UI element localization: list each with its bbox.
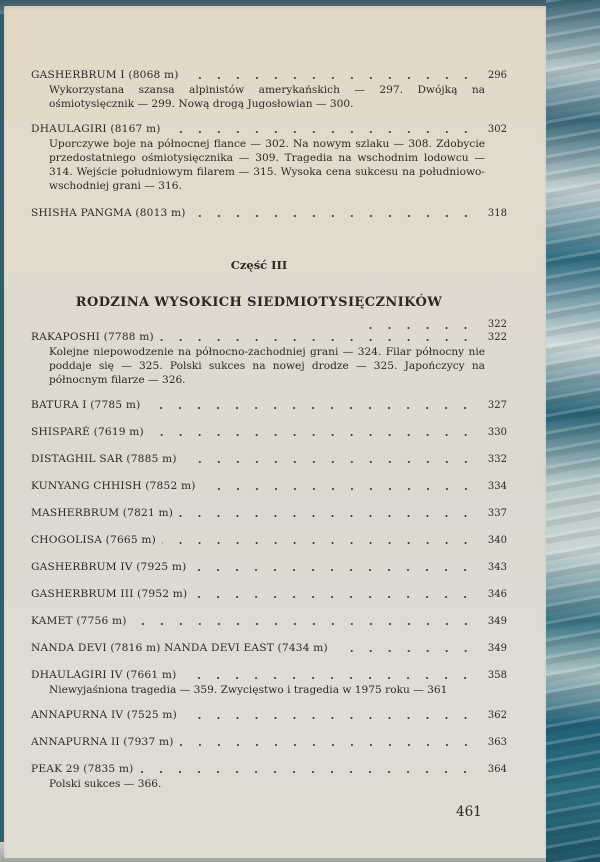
toc-entry-page: 363 [487,737,507,748]
section-page: 322 [487,319,507,330]
toc-entry-description: Polski sukces — 366. [49,777,162,790]
dot-leader [183,461,475,463]
toc-entry [31,587,507,602]
dot-leader [150,434,475,436]
toc-entry-page: 343 [487,562,507,573]
toc-entry-page: 337 [487,508,507,519]
dot-leader [162,542,475,544]
toc-entry [31,641,507,656]
toc-entry-heading [31,533,507,548]
toc-entry-page: 334 [487,481,507,492]
toc-entry-title: DHAULAGIRI (8167 m) [31,123,161,135]
toc-entry-page: 340 [487,535,507,546]
dot-leader [334,650,475,652]
toc-entry-heading [31,708,507,723]
toc-entry-page: 364 [487,764,507,775]
toc-entry [31,506,507,521]
toc-entry-title: PEAK 29 (7835 m) [31,763,134,775]
toc-entry-title: MASHERBRUM (7821 m) [31,507,174,519]
toc-entry-description: Kolejne niepowodzenie na północno-zachodniej grani — 324. Filar północny nie poddaje się — 325. Polski sukces na nowej drodze — 325. Japończycy na północnym filarze — 326. [49,345,485,387]
dot-leader [202,488,475,490]
section-heading: RODZINA WYSOKICH SIEDMIOTYSIĘCZNIKÓW [75,295,443,310]
toc-entry-page: 322 [487,332,507,343]
toc-entry-description: Uporczywe boje na północnej flance — 302. Na nowym szlaku — 308. Zdobycie przedostatniego ośmiotysięcznika — 309. Tragedia na wschodnim lodowcu — 314. Wejście południowym filarem — 315. Wysoka cena sukcesu na południowo-wschodniej grani — 316. [49,137,485,193]
toc-entry-heading [31,735,507,750]
book-cover-spine-image [546,0,600,862]
dot-leader [182,677,475,679]
toc-entry-heading [31,398,507,413]
toc-entry-description: Wykorzystana szansa alpinistów amerykańskich — 297. Dwójką na ośmiotysięcznik — 299. Nową drogą Jugosłowian — 300. [49,83,485,110]
dot-leader [139,771,475,773]
dot-leader [367,327,475,329]
toc-entry [31,398,507,413]
toc-entry-heading [31,479,507,494]
toc-entry-title: DISTAGHIL SAR (7885 m) [31,453,177,465]
toc-entry-title: SHISPARÉ (7619 m) [31,426,144,438]
dot-leader [185,77,475,79]
toc-entry-heading [31,452,507,467]
dot-leader [179,515,475,517]
toc-entry-title: BATURA I (7785 m) [31,399,141,411]
toc-entry [31,452,507,467]
toc-entry [31,708,507,723]
toc-entry-title: DHAULAGIRI IV (7661 m) [31,669,177,681]
toc-entry [31,762,507,791]
toc-entry-title: RAKAPOSHI (7788 m) [31,331,154,343]
toc-entry [31,68,507,111]
dot-leader [192,569,475,571]
toc-entry-heading [31,668,507,683]
toc-entry-heading [31,560,507,575]
dot-leader [146,407,475,409]
toc-entry-heading [31,425,507,440]
toc-entry-page: 362 [487,710,507,721]
toc-entry-heading [31,587,507,602]
toc-entry [31,206,507,221]
toc-entry [31,122,507,194]
toc-entry-title: GASHERBRUM IV (7925 m) [31,561,187,573]
toc-entry [31,330,507,387]
dot-leader [133,623,475,625]
toc-entry-heading [31,641,507,656]
toc-entry-heading [31,122,507,137]
toc-entry-page: 302 [487,124,507,135]
toc-entry-heading [31,614,507,629]
toc-entry-page: 349 [487,643,507,654]
book-page [4,6,546,858]
toc-entry-title: GASHERBRUM III (7952 m) [31,588,188,600]
dot-leader [183,717,475,719]
toc-entry-title: KAMET (7756 m) [31,615,127,627]
toc-entry-heading [31,506,507,521]
toc-entry [31,668,507,697]
toc-entry-page: 346 [487,589,507,600]
dot-leader [167,131,475,133]
toc-entry [31,479,507,494]
toc-entry-description: Niewyjaśniona tragedia — 359. Zwycięstwo i tragedia w 1975 roku — 361 [49,683,448,696]
dot-leader [180,744,475,746]
page-number: 461 [456,804,482,820]
toc-entry-heading [31,330,507,345]
part-heading: Część III [230,258,288,272]
toc-entry-title: ANNAPURNA IV (7525 m) [31,709,178,721]
toc-entry-title: CHOGOLISA (7665 m) [31,534,156,546]
toc-entry [31,735,507,750]
toc-entry-heading [31,762,507,777]
toc-entry-title: SHISHA PANGMA (8013 m) [31,207,186,219]
toc-entry-heading [31,68,507,83]
toc-entry-page: 330 [487,427,507,438]
toc-entry-heading [31,206,507,221]
toc-entry-page: 349 [487,616,507,627]
dot-leader [193,596,475,598]
toc-entry-title: GASHERBRUM I (8068 m) [31,69,179,81]
toc-entry-page: 318 [487,208,507,219]
toc-entry-page: 332 [487,454,507,465]
toc-entry-page: 358 [487,670,507,681]
toc-entry [31,533,507,548]
toc-entry-page: 296 [487,70,507,81]
toc-entry-title: NANDA DEVI (7816 m) NANDA DEVI EAST (7434 m) [31,642,328,654]
toc-entry-title: ANNAPURNA II (7937 m) [31,736,174,748]
toc-entry-title: KUNYANG CHHISH (7852 m) [31,480,196,492]
dot-leader [160,339,475,341]
toc-entry [31,614,507,629]
toc-entry [31,560,507,575]
dot-leader [192,215,475,217]
toc-entry-page: 327 [487,400,507,411]
toc-entry [31,425,507,440]
